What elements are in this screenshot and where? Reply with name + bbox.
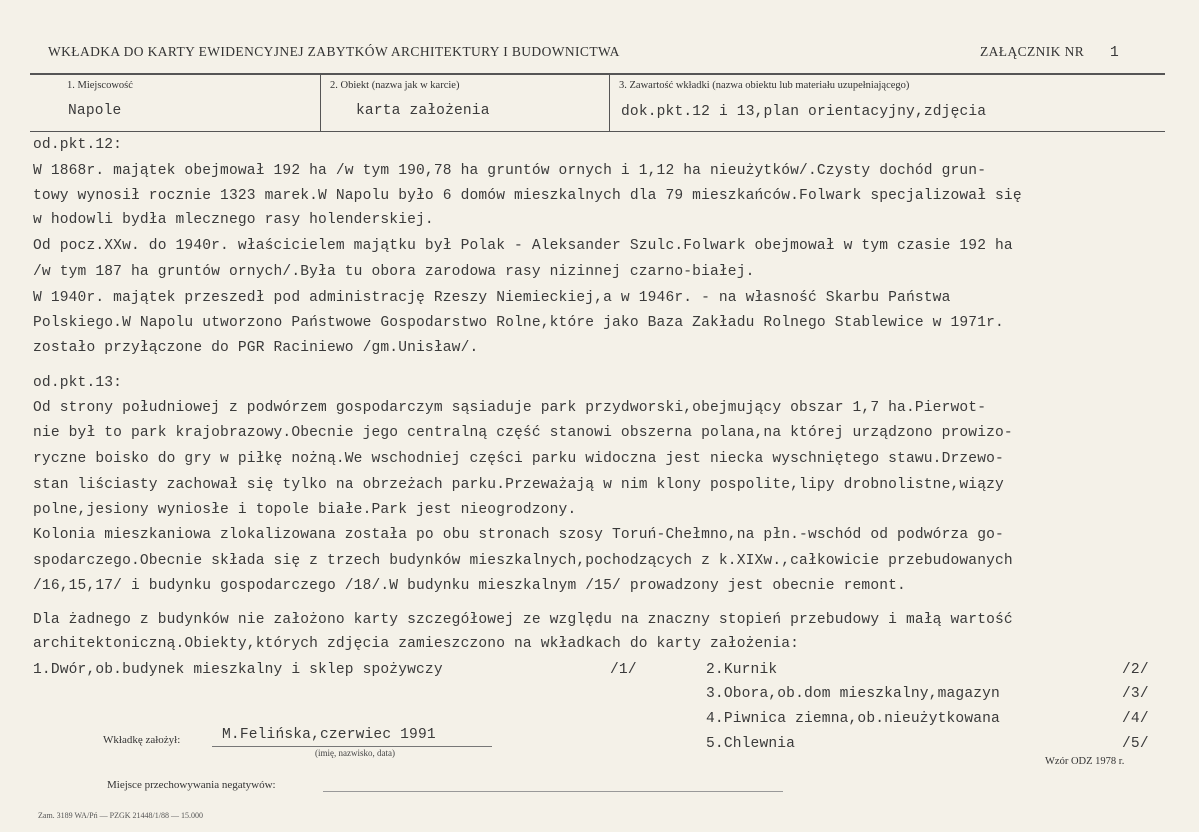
photo-item-ref: /4/ [1122, 711, 1149, 727]
locality-label: 1. Miejscowość [67, 80, 133, 91]
body-line: Kolonia mieszkaniowa zlokalizowana została po obu stronach szosy Toruń-Chełmno,na płn.-wschód od podwórza go- [33, 527, 1004, 543]
object-value: karta założenia [356, 103, 490, 119]
attachment-label: ZAŁĄCZNIK NR [980, 44, 1085, 59]
body-line: /16,15,17/ i budynku gospodarczego /18/.W budynku mieszkalnym /15/ prowadzony jest obecnie remont. [33, 578, 906, 594]
author-caption: (imię, nazwisko, data) [315, 748, 395, 758]
photo-item-text: 5.Chlewnia [706, 736, 796, 752]
photo-item-text: 3.Obora,ob.dom mieszkalny,magazyn [706, 686, 1000, 702]
body-line: W 1868r. majątek obejmował 192 ha /w tym 190,78 ha gruntów ornych i 1,12 ha nieużytków/.Czysty dochód grun- [33, 163, 987, 179]
body-line: Polskiego.W Napolu utworzono Państwowe Gospodarstwo Rolne,które jako Baza Zakładu Rolnego Stablewice w 1971r. [33, 315, 1004, 331]
fields-bottom-rule [30, 131, 1165, 132]
content-value: dok.pkt.12 i 13,plan orientacyjny,zdjęcia [621, 104, 987, 120]
section-heading-12: od.pkt.12: [33, 137, 123, 153]
author-value: M.Felińska,czerwiec 1991 [222, 727, 436, 743]
body-line: /w tym 187 ha gruntów ornych/.Była tu obora zarodowa rasy nizinnej czarno-białej. [33, 264, 755, 280]
body-line: ryczne boisko do gry w piłkę nożną.We wschodniej części parku widoczna jest niecka wyschniętego stawu.Drzewo- [33, 451, 1004, 467]
author-underline [212, 746, 492, 747]
body-line: Od strony południowej z podwórzem gospodarczym sąsiaduje park przydworski,obejmujący obszar 1,7 ha.Pierwot- [33, 400, 987, 416]
storage-label: Miejsce przechowywania negatywów: [107, 779, 276, 791]
form-title: WKŁADKA DO KARTY EWIDENCYJNEJ ZABYTKÓW ARCHITEKTURY I BUDOWNICTWA [48, 44, 620, 59]
section-heading-13: od.pkt.13: [33, 375, 123, 391]
body-line: zostało przyłączone do PGR Raciniewo /gm.Unisław/. [33, 340, 479, 356]
body-line: towy wynosił rocznie 1323 marek.W Napolu było 6 domów mieszkalnych dla 79 mieszkańców.Folwark specjalizował się [33, 188, 1022, 204]
photo-item-ref: /1/ [610, 662, 637, 678]
body-line: W 1940r. majątek przeszedł pod administrację Rzeszy Niemieckiej,a w 1946r. - na własność Skarbu Państwa [33, 290, 951, 306]
author-label: Wkładkę założył: [103, 734, 181, 746]
body-line: nie był to park krajobrazowy.Obecnie jego centralną część stanowi obszerna polana,na której urządzono prowizo- [33, 425, 1013, 441]
body-line: spodarczego.Obecnie składa się z trzech budynków mieszkalnych,pochodzących z k.XIXw.,całkowicie przebudowanych [33, 553, 1013, 569]
content-label: 3. Zawartość wkładki (nazwa obiektu lub materiału uzupełniającego) [619, 80, 910, 91]
body-line: Od pocz.XXw. do 1940r. właścicielem majątku był Polak - Aleksander Szulc.Folwark obejmował w tym czasie 192 ha [33, 238, 1013, 254]
body-line: polne,jesiony wyniosłe i topole białe.Park jest nieogrodzony. [33, 502, 577, 518]
body-line: stan liściasty zachował się tylko na obrzeżach parku.Przeważają w nim klony pospolite,lipy drobnolistne,wiązy [33, 477, 1004, 493]
photo-item-ref: /2/ [1122, 662, 1149, 678]
body-line: Dla żadnego z budynków nie założono karty szczegółowej ze względu na znaczny stopień przebudowy i małą wartość [33, 612, 1013, 628]
locality-value: Napole [68, 103, 122, 119]
print-info: Zam. 3189 WA/Pń — PZGK 21448/1/88 — 15.000 [38, 811, 203, 820]
attachment-number: 1 [1110, 45, 1119, 61]
body-line: w hodowli bydła mlecznego rasy holenderskiej. [33, 212, 434, 228]
header-rule [30, 73, 1165, 75]
photo-item-text: 2.Kurnik [706, 662, 778, 678]
field-divider-1 [320, 75, 321, 131]
object-label: 2. Obiekt (nazwa jak w karcie) [330, 80, 460, 91]
form-model: Wzór ODZ 1978 r. [1045, 756, 1125, 767]
storage-underline [323, 791, 783, 792]
photo-item-ref: /3/ [1122, 686, 1149, 702]
field-divider-2 [609, 75, 610, 131]
photo-item-text: 1.Dwór,ob.budynek mieszkalny i sklep spożywczy [33, 662, 443, 678]
photo-item-ref: /5/ [1122, 736, 1149, 752]
photo-item-text: 4.Piwnica ziemna,ob.nieużytkowana [706, 711, 1000, 727]
body-line: architektoniczną.Obiekty,których zdjęcia zamieszczono na wkładkach do karty założenia: [33, 636, 800, 652]
